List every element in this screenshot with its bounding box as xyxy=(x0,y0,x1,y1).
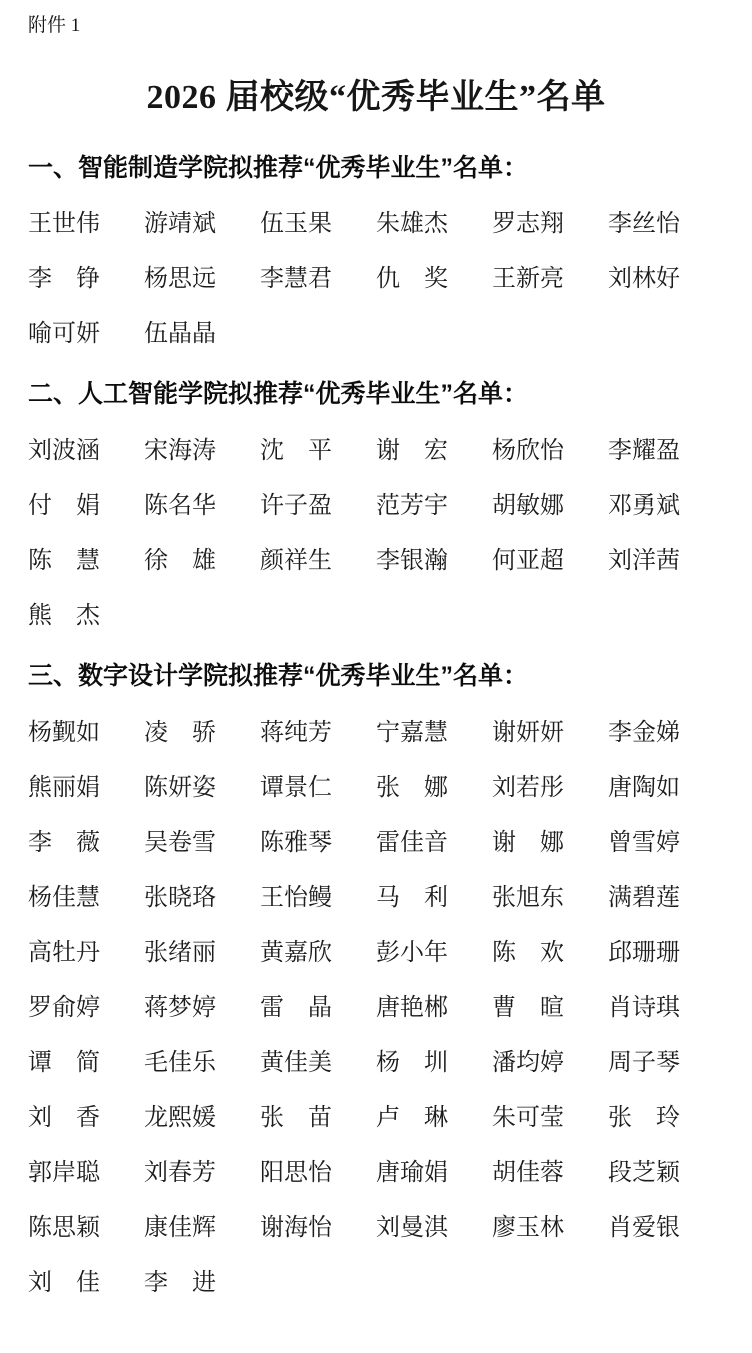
student-name: 唐艳郴 xyxy=(376,994,448,1021)
student-name: 伍玉果 xyxy=(260,211,332,238)
document-title: 2026 届校级“优秀毕业生”名单 xyxy=(146,78,606,116)
student-name: 谢妍妍 xyxy=(492,719,564,746)
student-name: 张晓珞 xyxy=(144,884,216,911)
student-name: 谢 宏 xyxy=(376,438,448,465)
student-name: 肖诗琪 xyxy=(608,994,680,1021)
student-name: 李金娣 xyxy=(608,719,680,746)
student-name: 朱雄杰 xyxy=(376,211,448,238)
student-name: 王怡鳗 xyxy=(260,884,332,911)
student-name: 付 娟 xyxy=(28,493,100,520)
student-name: 蒋梦婷 xyxy=(144,994,216,1021)
student-name: 雷 晶 xyxy=(260,994,332,1021)
student-name: 张绪丽 xyxy=(144,939,216,966)
student-name: 陈雅琴 xyxy=(260,829,332,856)
name-row xyxy=(28,1142,724,1197)
student-name: 李 薇 xyxy=(28,829,100,856)
section-heading-artificial-intelligence: 二、人工智能学院拟推荐“优秀毕业生”名单： xyxy=(28,380,529,409)
student-name: 唐陶如 xyxy=(608,774,680,801)
name-row xyxy=(28,248,724,303)
student-name: 宋海涛 xyxy=(144,438,216,465)
student-name: 刘波涵 xyxy=(28,438,100,465)
student-name: 朱可莹 xyxy=(492,1104,564,1131)
student-name: 李耀盈 xyxy=(608,438,680,465)
student-name: 王新亮 xyxy=(492,266,564,293)
student-name: 刘 佳 xyxy=(28,1269,100,1296)
student-name: 张旭东 xyxy=(492,884,564,911)
attachment-label: 附件 1 xyxy=(28,15,81,36)
name-row xyxy=(28,420,724,475)
student-name: 彭小年 xyxy=(376,939,448,966)
section-artificial-intelligence xyxy=(28,378,724,640)
name-row xyxy=(28,977,724,1032)
student-name: 张 娜 xyxy=(376,774,448,801)
student-name: 颜祥生 xyxy=(260,548,332,575)
student-name: 谭 简 xyxy=(28,1049,100,1076)
name-row xyxy=(28,702,724,757)
section-heading-intelligent-manufacturing: 一、智能制造学院拟推荐“优秀毕业生”名单： xyxy=(28,153,529,182)
student-name: 邓勇斌 xyxy=(608,493,680,520)
section-intelligent-manufacturing xyxy=(28,152,724,359)
name-grid-intelligent-manufacturing xyxy=(28,193,724,358)
student-name: 喻可妍 xyxy=(28,321,100,348)
student-name: 马 利 xyxy=(376,884,448,911)
name-grid-artificial-intelligence xyxy=(28,420,724,640)
student-name: 杨欣怡 xyxy=(492,438,564,465)
student-name: 李慧君 xyxy=(260,266,332,293)
student-name: 徐 雄 xyxy=(144,548,216,575)
student-name: 陈 慧 xyxy=(28,548,100,575)
name-grid-digital-design xyxy=(28,702,724,1307)
student-name: 刘若彤 xyxy=(492,774,564,801)
student-name: 毛佳乐 xyxy=(144,1049,216,1076)
student-name: 雷佳音 xyxy=(376,829,448,856)
student-name: 刘林好 xyxy=(608,266,680,293)
student-name: 周子琴 xyxy=(608,1049,680,1076)
student-name: 肖爱银 xyxy=(608,1214,680,1241)
name-row xyxy=(28,1252,724,1307)
student-name: 黄嘉欣 xyxy=(260,939,332,966)
student-name: 杨觐如 xyxy=(28,719,100,746)
student-name: 范芳宇 xyxy=(376,493,448,520)
name-row xyxy=(28,303,724,358)
student-name: 谢海怡 xyxy=(260,1214,332,1241)
student-name: 满碧莲 xyxy=(608,884,680,911)
name-row xyxy=(28,475,724,530)
student-name: 陈 欢 xyxy=(492,939,564,966)
student-name: 陈思颖 xyxy=(28,1214,100,1241)
student-name: 李银瀚 xyxy=(376,548,448,575)
student-name: 刘 香 xyxy=(28,1104,100,1131)
student-name: 段芝颖 xyxy=(608,1159,680,1186)
student-name: 唐瑜娟 xyxy=(376,1159,448,1186)
student-name: 李 进 xyxy=(144,1269,216,1296)
section-digital-design xyxy=(28,660,724,1307)
name-row xyxy=(28,867,724,922)
student-name: 仇 奖 xyxy=(376,266,448,293)
student-name: 张 玲 xyxy=(608,1104,680,1131)
student-name: 杨 圳 xyxy=(376,1049,448,1076)
student-name: 宁嘉慧 xyxy=(376,719,448,746)
student-name: 伍晶晶 xyxy=(144,321,216,348)
student-name: 康佳辉 xyxy=(144,1214,216,1241)
student-name: 杨佳慧 xyxy=(28,884,100,911)
student-name: 廖玉林 xyxy=(492,1214,564,1241)
name-row xyxy=(28,757,724,812)
student-name: 罗俞婷 xyxy=(28,994,100,1021)
student-name: 李 铮 xyxy=(28,266,100,293)
student-name: 胡敏娜 xyxy=(492,493,564,520)
name-row xyxy=(28,193,724,248)
student-name: 邱珊珊 xyxy=(608,939,680,966)
student-name: 高牡丹 xyxy=(28,939,100,966)
name-row xyxy=(28,1087,724,1142)
student-name: 曹 暄 xyxy=(492,994,564,1021)
student-name: 龙熙媛 xyxy=(144,1104,216,1131)
name-row xyxy=(28,585,724,640)
student-name: 蒋纯芳 xyxy=(260,719,332,746)
name-row xyxy=(28,1197,724,1252)
student-name: 陈妍姿 xyxy=(144,774,216,801)
section-heading-digital-design: 三、数字设计学院拟推荐“优秀毕业生”名单： xyxy=(28,662,529,691)
student-name: 卢 琳 xyxy=(376,1104,448,1131)
student-name: 沈 平 xyxy=(260,438,332,465)
student-name: 曾雪婷 xyxy=(608,829,680,856)
student-name: 郭岸聪 xyxy=(28,1159,100,1186)
student-name: 潘均婷 xyxy=(492,1049,564,1076)
student-name: 游靖斌 xyxy=(144,211,216,238)
student-name: 罗志翔 xyxy=(492,211,564,238)
name-row xyxy=(28,812,724,867)
student-name: 许子盈 xyxy=(260,493,332,520)
student-name: 杨思远 xyxy=(144,266,216,293)
student-name: 凌 骄 xyxy=(144,719,216,746)
student-name: 何亚超 xyxy=(492,548,564,575)
student-name: 熊 杰 xyxy=(28,603,100,630)
student-name: 吴卷雪 xyxy=(144,829,216,856)
student-name: 王世伟 xyxy=(28,211,100,238)
student-name: 刘洋茜 xyxy=(608,548,680,575)
student-name: 谢 娜 xyxy=(492,829,564,856)
student-name: 熊丽娟 xyxy=(28,774,100,801)
name-row xyxy=(28,530,724,585)
student-name: 黄佳美 xyxy=(260,1049,332,1076)
student-name: 阳思怡 xyxy=(260,1159,332,1186)
student-name: 李丝怡 xyxy=(608,211,680,238)
student-name: 张 苗 xyxy=(260,1104,332,1131)
student-name: 刘曼淇 xyxy=(376,1214,448,1241)
student-name: 胡佳蓉 xyxy=(492,1159,564,1186)
name-row xyxy=(28,1032,724,1087)
name-row xyxy=(28,922,724,977)
student-name: 陈名华 xyxy=(144,493,216,520)
student-name: 谭景仁 xyxy=(260,774,332,801)
student-name: 刘春芳 xyxy=(144,1159,216,1186)
